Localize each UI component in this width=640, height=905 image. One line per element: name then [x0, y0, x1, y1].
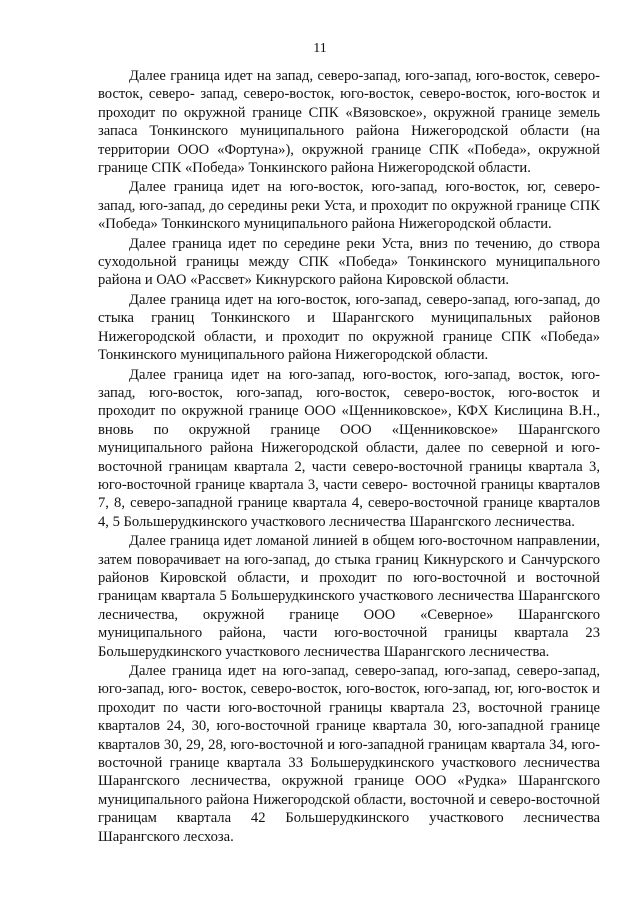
paragraph: Далее граница идет на юго-восток, юго-запад, северо-запад, юго-запад, до стыка границ Тонкинского и Шарангского муниципальных районов Нижегородской области, и проходит по окружной границе СПК «Победа» Тонкинского муниципального района Нижегородской области. — [98, 291, 600, 364]
paragraph: Далее граница идет на юго-восток, юго-запад, юго-восток, юг, северо-запад, юго-запад, до середины реки Уста, и проходит по окружной границе СПК «Победа» Тонкинского муниципального района Нижегородской области. — [98, 179, 600, 233]
paragraph: Далее граница идет на юго-запад, юго-восток, юго-запад, восток, юго-запад, юго-восток, юго-запад, юго-восток, северо-восток, юго-восток и проходит по окружной границе ООО «Щенниковское», КФХ Кислицина В.Н., вновь по окружной границе ООО «Щенниковское» Шарангского муниципального района Нижегородской области, далее по северной и юго-восточной границам квартала 2, части северо-восточной границы квартала 3, юго-восточной границе квартала 3, части северо- восточной границы кварталов 7, 8, северо-западной границе квартала 4, северо-восточной границе кварталов 4, 5 Большерудкинского участкового лесничества Шарангского лесничества. — [98, 366, 600, 530]
paragraph: Далее граница идет на юго-запад, северо-запад, юго-запад, северо-запад, юго-запад, юго- восток, северо-восток, юго-восток, юго-запад, юг, юго-восток и проходит по части юго-восточной границы квартала 23, восточной границе кварталов 24, 30, юго-восточной границе квартала 30, юго-западной границе кварталов 30, 29, 28, юго-восточной и юго-западной границам квартала 34, юго-восточной границе квартала 33 Большерудкинского участкового лесничества Шарангского лесничества, окружной границе ООО «Рудка» Шарангского муниципального района Нижегородской области, восточной и северо-восточной границам квартала 42 Большерудкинского участкового лесничества Шарангского лесхоза. — [98, 663, 600, 845]
page-number: 11 — [313, 41, 327, 56]
paragraph: Далее граница идет ломаной линией в общем юго-восточном направлении, затем поворачивает на юго-запад, до стыка границ Кикнурского и Санчурского районов Кировской области, и проходит по юго-восточной и восточной границам квартала 5 Большерудкинского участкового лесничества Шарангского лесничества, окружной границе ООО «Северное» Шарангского муниципального района, части юго-восточной границы квартала 23 Большерудкинского участкового лесничества Шарангского лесничества. — [98, 533, 600, 660]
paragraph: Далее граница идет по середине реки Уста, вниз по течению, до створа суходольной границы между СПК «Победа» Тонкинского муниципального района и ОАО «Рассвет» Кикнурского района Кировской области. — [98, 235, 600, 289]
paragraph: Далее граница идет на запад, северо-запад, юго-запад, юго-восток, северо-восток, северо- запад, северо-восток, юго-восток, северо-восток, юго-восток и проходит по окружной границе СПК «Вязовское», окружной границе земель запаса Тонкинского муниципального района Нижегородской области (на территории ООО «Фортуна»), окружной границе СПК «Победа», окружной границе СПК «Победа» Тонкинского района Нижегородской области. — [98, 68, 600, 177]
document-body — [98, 67, 600, 847]
